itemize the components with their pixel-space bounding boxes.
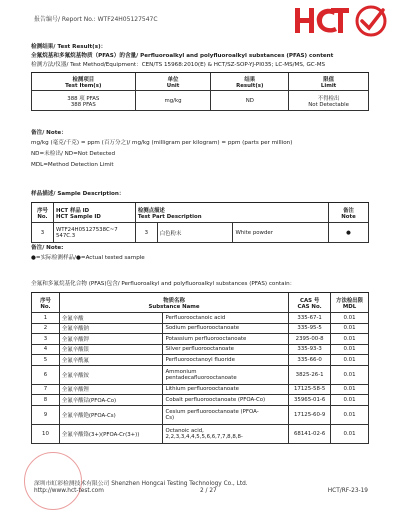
notes-heading: 备注/ Note： [31,130,67,136]
company-logo [291,4,389,38]
note-line-3: MDL=Method Detection Limit [31,162,114,168]
test-method: 检测方法/仪器/ Test Method/Equipment：CEN/TS 15968:2010(E) & HCT/SZ-SOP-YJ-PI035; LC-MS/MS, GC-MS [31,62,326,68]
sample-row [32,223,369,243]
results-header-row [32,73,369,91]
table-row: 3 全氟辛酸钾 Potassium perfluorooctanoate 2395-00-8 0.01 [32,334,369,345]
result-cell: ND [211,91,289,111]
col-cas: CAS 号 CAS No. [289,293,331,313]
sample-header-row [32,203,369,223]
sample-note-heading: 备注/ Note: [31,245,64,251]
col-sub-no: 序号 No. [32,293,60,313]
table-row: 8 全氟辛酸钴(PFOA-Co) Cobalt perfluorooctanoate (PFOA-Co) 35965-01-6 0.01 [32,395,369,406]
footer-website-link[interactable]: http://www.hct-test.com [34,488,104,494]
results-row [32,91,369,111]
sample-description-heading: 样品描述/ Sample Description： [31,191,125,197]
approval-check-icon [353,4,389,38]
pfas-content-heading: 全氟烷基和多氟烷基物质（PFAS）的含量/ Perfluoroalkyl and polyfluoroalkyl substances (PFAS) content [31,53,334,59]
table-row: 2 全氟辛酸钠 Sodium perfluorooctanoate 335-95-5 0.01 [32,323,369,334]
sample-no: 3 [32,223,54,243]
col-sample-id: HCT 样品 ID HCT Sample ID [53,203,135,223]
col-mdl: 方法检出限 MDL [331,293,369,313]
report-number: 报告编号/ Report No.: WTF24H05127547C [34,16,158,23]
part-desc-cn: 白色粉末 [157,223,233,243]
col-test-item: 检测项目 Test Item(s) [32,73,136,91]
hct-logo-icon [291,4,351,37]
substances-heading: 全氟和多氟烷基化合物 (PFAS)包含/ Perfluoroalkyl and polyfluoroalkyl substances (PFAS) contain： [31,281,296,287]
part-no: 3 [135,223,157,243]
results-table [31,72,369,111]
substances-header-row [32,293,369,313]
test-item-cell: 388 项 PFAS 388 PFAS [32,91,136,111]
sample-note-line: ●=实际检测样品/●=Actual tested sample [31,255,145,261]
unit-cell: mg/kg [135,91,211,111]
form-number: HCT/RF-23-19 [327,488,368,494]
footer-company: 深圳市虹彩检测技术有限公司 Shenzhen Hongcai Testing Technology Co., Ltd. [34,481,248,487]
table-row: 10 全氟辛酸铬(3+)(PFOA-Cr(3+)) Octanoic acid, 2,2,3,3,4,4,5,5,6,6,7,7,8,8,8- 68141-02-6 0.01 [32,424,369,443]
part-desc-en: White powder [233,223,329,243]
table-row: 4 全氟辛酸银 Silver perfluorooctanoate 335-93-3 0.01 [32,344,369,355]
col-no: 序号 No. [32,203,54,223]
col-unit: 单位 Unit [135,73,211,91]
tested-marker: ● [329,223,369,243]
limit-cell: 不得检出 Not Detectable [289,91,369,111]
table-row: 5 全氟辛酰氟 Perfluorooctanoyl fluoride 335-66-0 0.01 [32,355,369,366]
page-number: 2 / 27 [200,488,217,494]
table-row: 7 全氟辛酸锂 Lithium perfluorooctanoate 17125-58-5 0.01 [32,384,369,395]
sample-id: WTF24H05127538C~7 547C.3 [53,223,135,243]
col-note: 备注 Note [329,203,369,223]
table-row: 9 全氟辛酸铯(PFOA-Cs) Cesium perfluorooctanoate (PFOA- Cs) 17125-60-9 0.01 [32,405,369,424]
results-heading: 检测结果/ Test Result(s)： [31,44,107,50]
substances-table [31,292,369,444]
col-substance-name: 物质名称 Substance Name [59,293,288,313]
col-result: 结果 Result(s) [211,73,289,91]
table-row: 6 全氟辛酸铵 Ammonium pentadecafluorooctanoate 3825-26-1 0.01 [32,365,369,384]
note-line-1: mg/kg (毫克/千克) = ppm (百万分之)/ mg/kg (milligram per kilogram) = ppm (parts per million) [31,140,293,146]
col-limit: 限值 Limit [289,73,369,91]
note-line-2: ND=未检出/ ND=Not Detected [31,151,116,157]
col-test-part: 检测点描述 Test Part Description [135,203,328,223]
table-row: 1 全氟辛酸 Perfluorooctanoic acid 335-67-1 0.01 [32,313,369,324]
sample-table [31,202,369,243]
